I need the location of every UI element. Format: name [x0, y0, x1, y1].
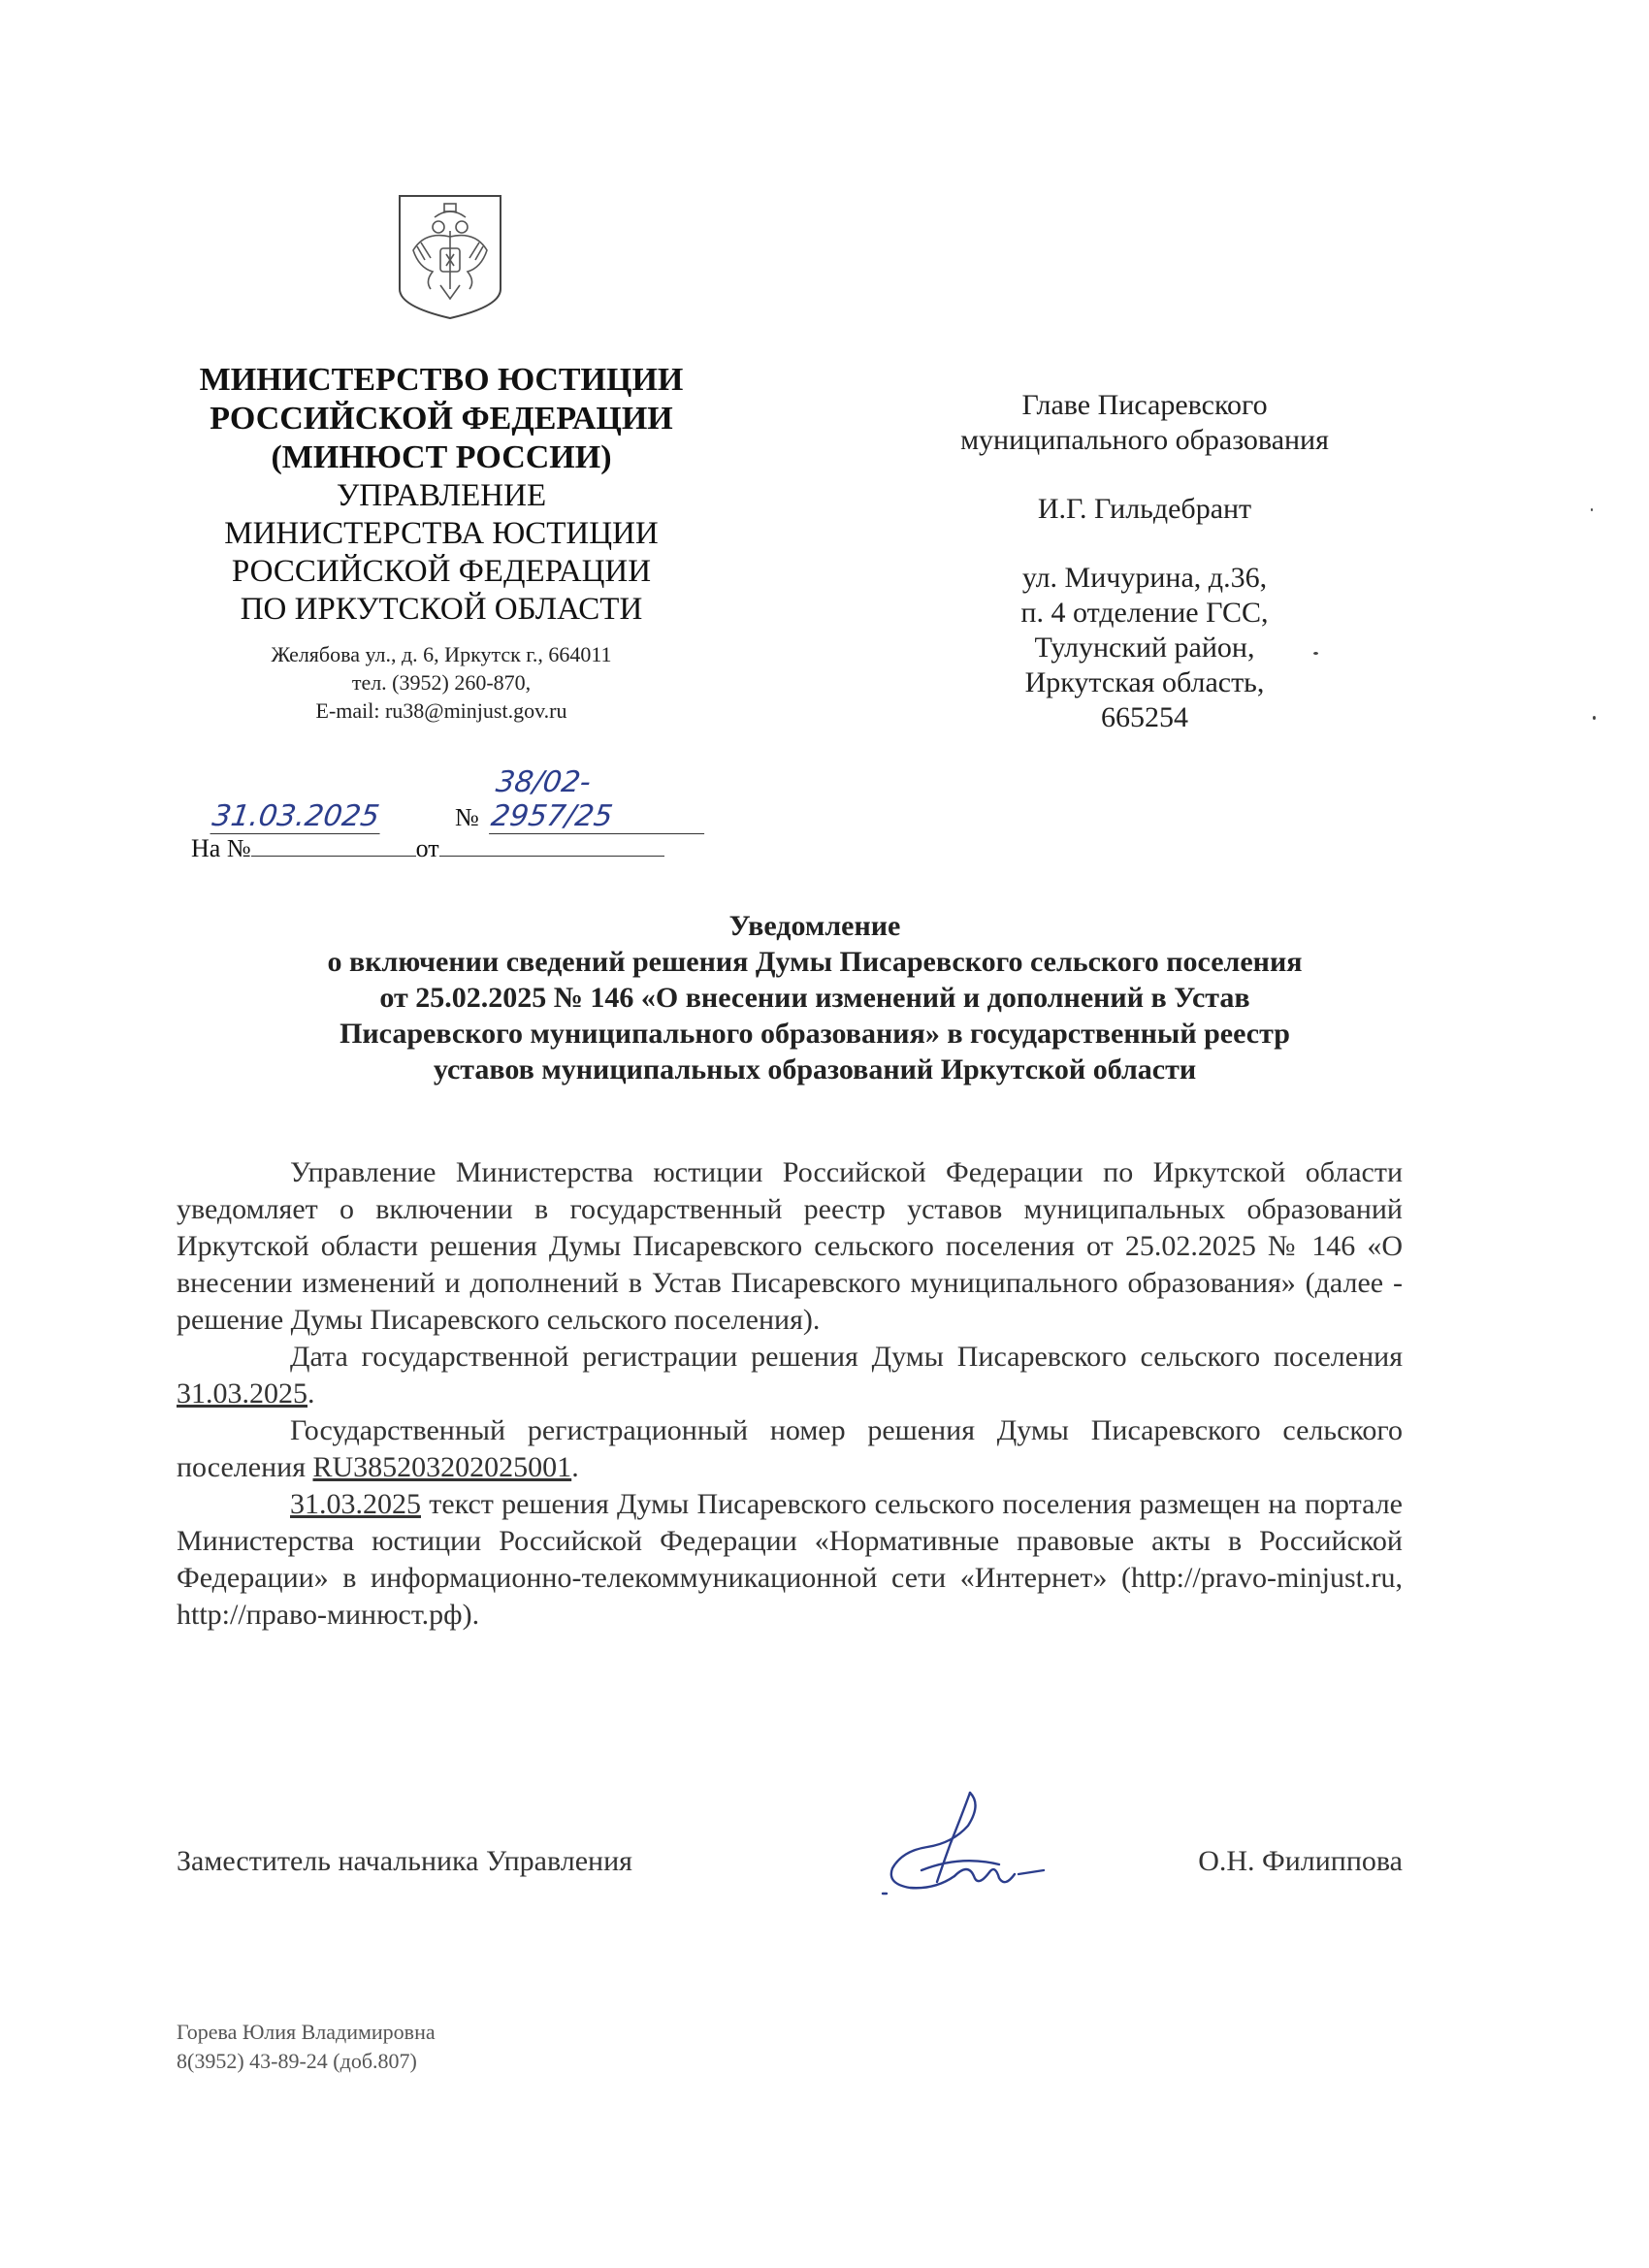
registration-date-text: Дата государственной регистрации решения Думы Писаревского сельского поселения: [290, 1341, 1403, 1373]
document-title: [189, 908, 1440, 1087]
addressee-name: И.Г. Гильдебрант: [1037, 493, 1252, 525]
addressee-address-line: Тулунский район,: [1034, 632, 1255, 664]
body-paragraph: Управление Министерства юстиции Российской Федерации по Иркутской области уведомляет о включении в государственный реестр уставов муниципальных образований Иркутской области решения Думы Писаревского сельского поселения от 25.02.2025 № 146 «О внесении изменений и дополнений в Устав Писаревского муниципального образования» (далее - решение Думы Писаревского сельского поселения).: [177, 1156, 1403, 1336]
punctuation: .: [571, 1451, 579, 1483]
body-paragraph: [177, 1412, 1403, 1486]
handwritten-signature: [854, 1775, 1096, 1921]
addressee-block: [873, 388, 1416, 735]
scan-speck: [1591, 508, 1593, 511]
department-name-line: ПО ИРКУТСКОЙ ОБЛАСТИ: [240, 592, 643, 627]
sender-phone: тел. (3952) 260-870,: [351, 670, 532, 695]
registration-date: 31.03.2025: [210, 799, 384, 834]
registration-number-value: RU385203202025001: [312, 1451, 572, 1483]
executor-phone: 8(3952) 43-89-24 (доб.807): [177, 2049, 417, 2073]
title-line: от 25.02.2025 № 146 «О внесении изменений и дополнений в Устав: [379, 982, 1250, 1014]
body-paragraph: [177, 1339, 1403, 1412]
document-body: [177, 1154, 1403, 1634]
department-name-line: МИНИСТЕРСТВА ЮСТИЦИИ: [224, 516, 659, 551]
signatory-name: О.Н. Филиппова: [1198, 1845, 1403, 1877]
publication-date-value: 31.03.2025: [290, 1488, 421, 1520]
addressee-address-line: ул. Мичурина, д.36,: [1021, 562, 1268, 594]
addressee-title: Главе Писаревского: [1021, 389, 1268, 421]
punctuation: .: [307, 1377, 315, 1409]
reference-from-label: от: [415, 834, 439, 862]
signatory-position: Заместитель начальника Управления: [177, 1845, 632, 1877]
addressee-address-line: п. 4 отделение ГСС,: [1020, 597, 1269, 629]
reference-number-blank: [251, 832, 416, 857]
coat-of-arms-icon: [396, 192, 504, 322]
addressee-address-line: Иркутская область,: [1024, 666, 1265, 698]
reference-number-label: На №: [191, 834, 251, 862]
scan-speck: [1593, 716, 1596, 720]
sender-header: [146, 361, 737, 725]
scan-speck: [1313, 652, 1318, 655]
reference-line: [191, 832, 709, 863]
executor-name: Горева Юлия Владимировна: [177, 2020, 436, 2044]
registration-line: [191, 765, 709, 833]
ministry-name-line: (МИНЮСТ РОССИИ): [271, 439, 612, 475]
publication-text: текст решения Думы Писаревского сельского поселения размещен на портале Министерства юстиции Российской Федерации «Нормативные правовые акты в Российской Федерации» в информационно-телекоммуникационной сети «Интернет» (http://pravo-minjust.ru, http://право-минюст.рф).: [177, 1488, 1403, 1631]
title-line: Писаревского муниципального образования» в государственный реестр: [340, 1018, 1290, 1050]
ministry-name-line: МИНИСТЕРСТВО ЮСТИЦИИ: [199, 362, 684, 398]
registration-number-text: Государственный регистрационный номер решения Думы Писаревского сельского поселения: [177, 1414, 1403, 1483]
ministry-name-line: РОССИЙСКОЙ ФЕДЕРАЦИИ: [210, 401, 673, 437]
sender-contacts: [146, 640, 737, 725]
registration-number: 38/02-2957/25: [489, 765, 714, 834]
title-line: уставов муниципальных образований Иркутской области: [433, 1053, 1197, 1085]
reference-date-blank: [439, 832, 664, 857]
executor-info: [177, 2018, 436, 2076]
sender-email: E-mail: ru38@minjust.gov.ru: [315, 698, 567, 723]
title-line: о включении сведений решения Думы Писаревского сельского поселения: [327, 946, 1303, 978]
number-label: №: [455, 803, 479, 831]
body-paragraph: [177, 1486, 1403, 1634]
department-name-line: УПРАВЛЕНИЕ: [336, 478, 547, 513]
title-line: Уведомление: [728, 910, 901, 942]
sender-address: Желябова ул., д. 6, Иркутск г., 664011: [271, 642, 612, 666]
department-name-line: РОССИЙСКОЙ ФЕДЕРАЦИИ: [231, 554, 652, 589]
addressee-title: муниципального образования: [960, 424, 1329, 456]
addressee-postcode: 665254: [1101, 701, 1188, 733]
registration-date-value: 31.03.2025: [177, 1377, 307, 1409]
